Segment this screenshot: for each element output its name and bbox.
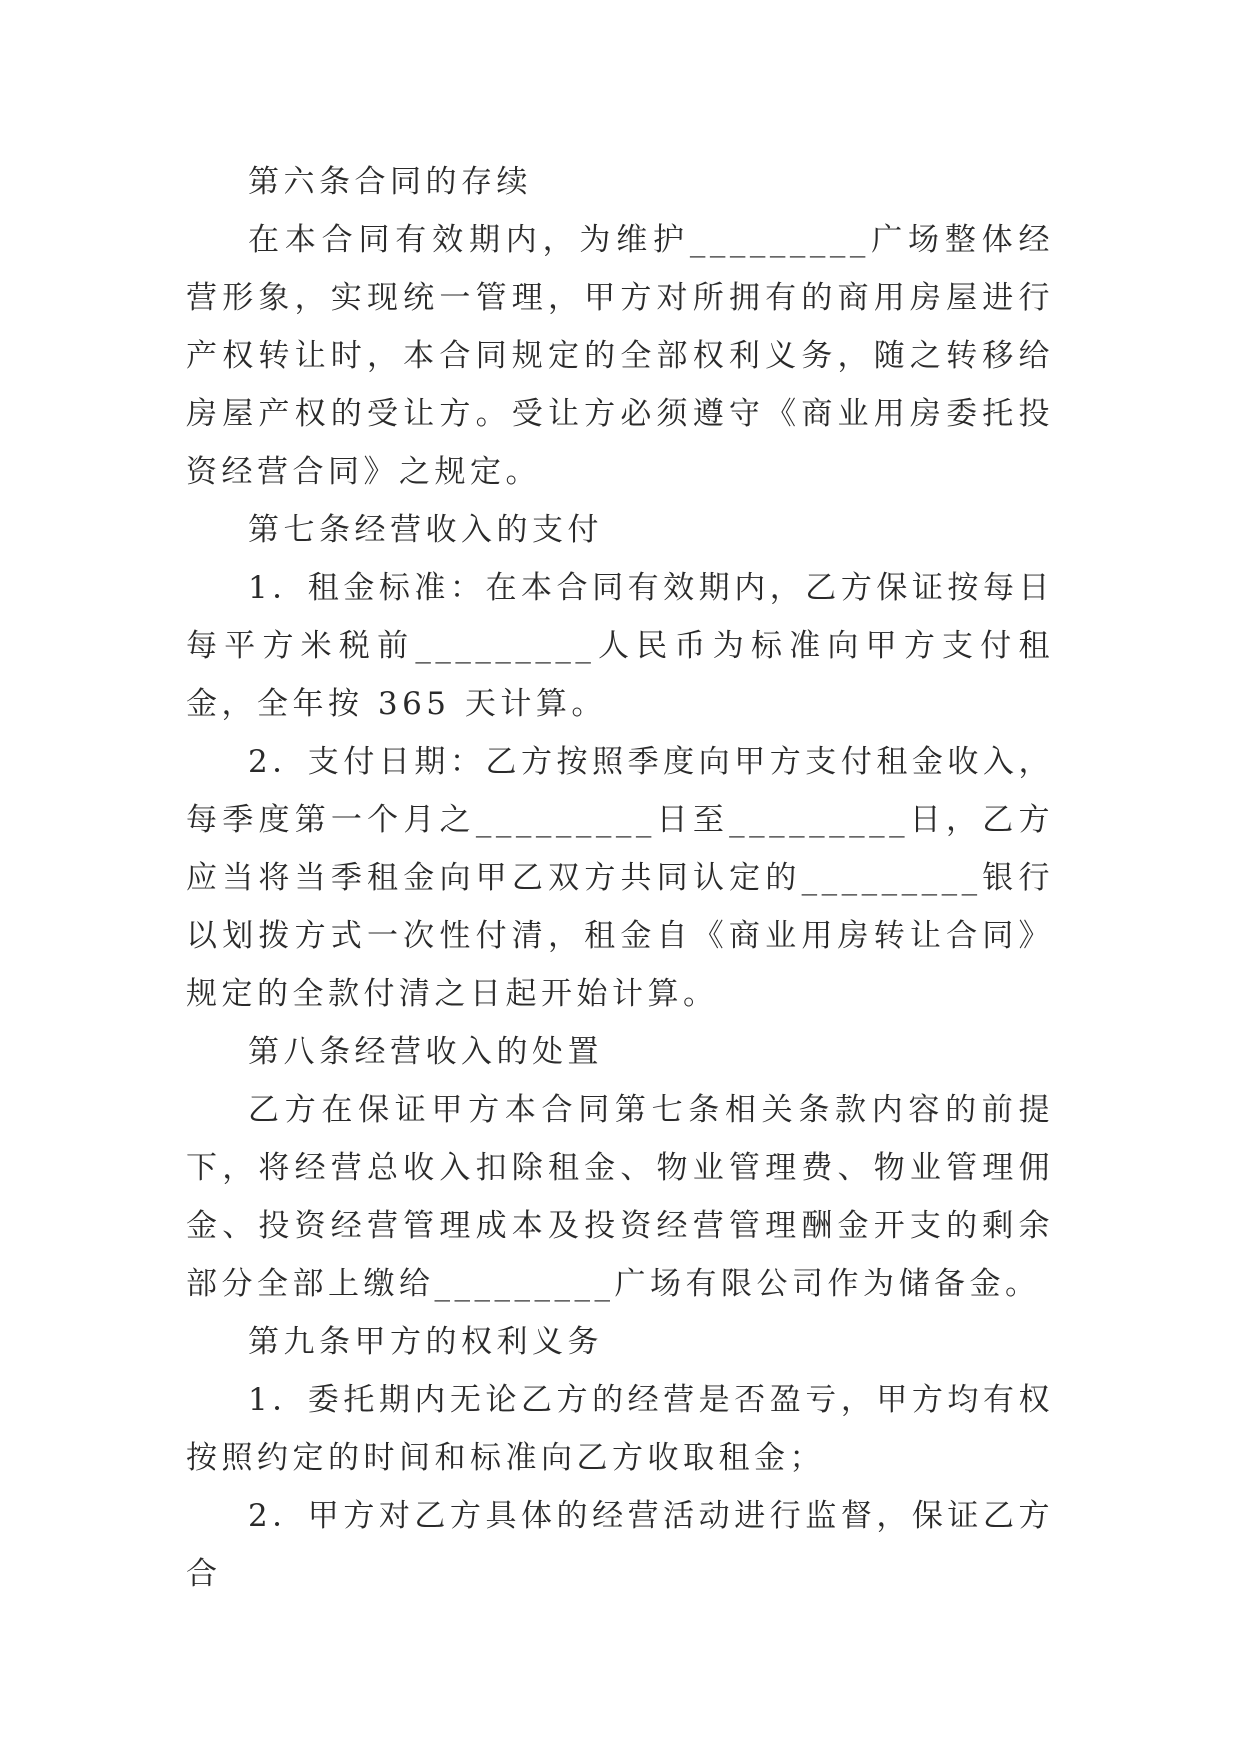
paragraph-article-9-item-1: 1．委托期内无论乙方的经营是否盈亏，甲方均有权按照约定的时间和标准向乙方收取租金； bbox=[186, 1382, 1054, 1476]
paragraph-article-6-continuity: 在本合同有效期内，为维护_________广场整体经营形象，实现统一管理，甲方对所拥有的商用房屋进行产权转让时，本合同规定的全部权利义务，随之转移给房屋产权的受让方。受让方必须遵守《商业用房委托投资经营合同》之规定。 bbox=[186, 222, 1054, 490]
section-heading-article-7: 第七条经营收入的支付 bbox=[248, 512, 603, 548]
paragraph-article-7-payment-date: 2．支付日期：乙方按照季度向甲方支付租金收入，每季度第一个月之_________日至_________日，乙方应当将当季租金向甲乙双方共同认定的_________银行以划拨方式一次性付清，租金自《商业用房转让合同》规定的全款付清之日起开始计算。 bbox=[186, 744, 1054, 1012]
paragraph-article-7-rent-standard: 1．租金标准：在本合同有效期内，乙方保证按每日每平方米税前_________人民币为标准向甲方支付租金，全年按 365 天计算。 bbox=[186, 570, 1054, 722]
section-heading-article-8: 第八条经营收入的处置 bbox=[248, 1034, 603, 1070]
document-body bbox=[186, 153, 1054, 1603]
section-heading-article-6: 第六条合同的存续 bbox=[248, 164, 532, 200]
paragraph-article-9-item-2: 2．甲方对乙方具体的经营活动进行监督，保证乙方合 bbox=[186, 1498, 1054, 1592]
paragraph-article-8-income-disposal: 乙方在保证甲方本合同第七条相关条款内容的前提下，将经营总收入扣除租金、物业管理费、物业管理佣金、投资经营管理成本及投资经营管理酬金开支的剩余部分全部上缴给_________广场有限公司作为储备金。 bbox=[186, 1092, 1054, 1302]
section-heading-article-9: 第九条甲方的权利义务 bbox=[248, 1324, 603, 1360]
